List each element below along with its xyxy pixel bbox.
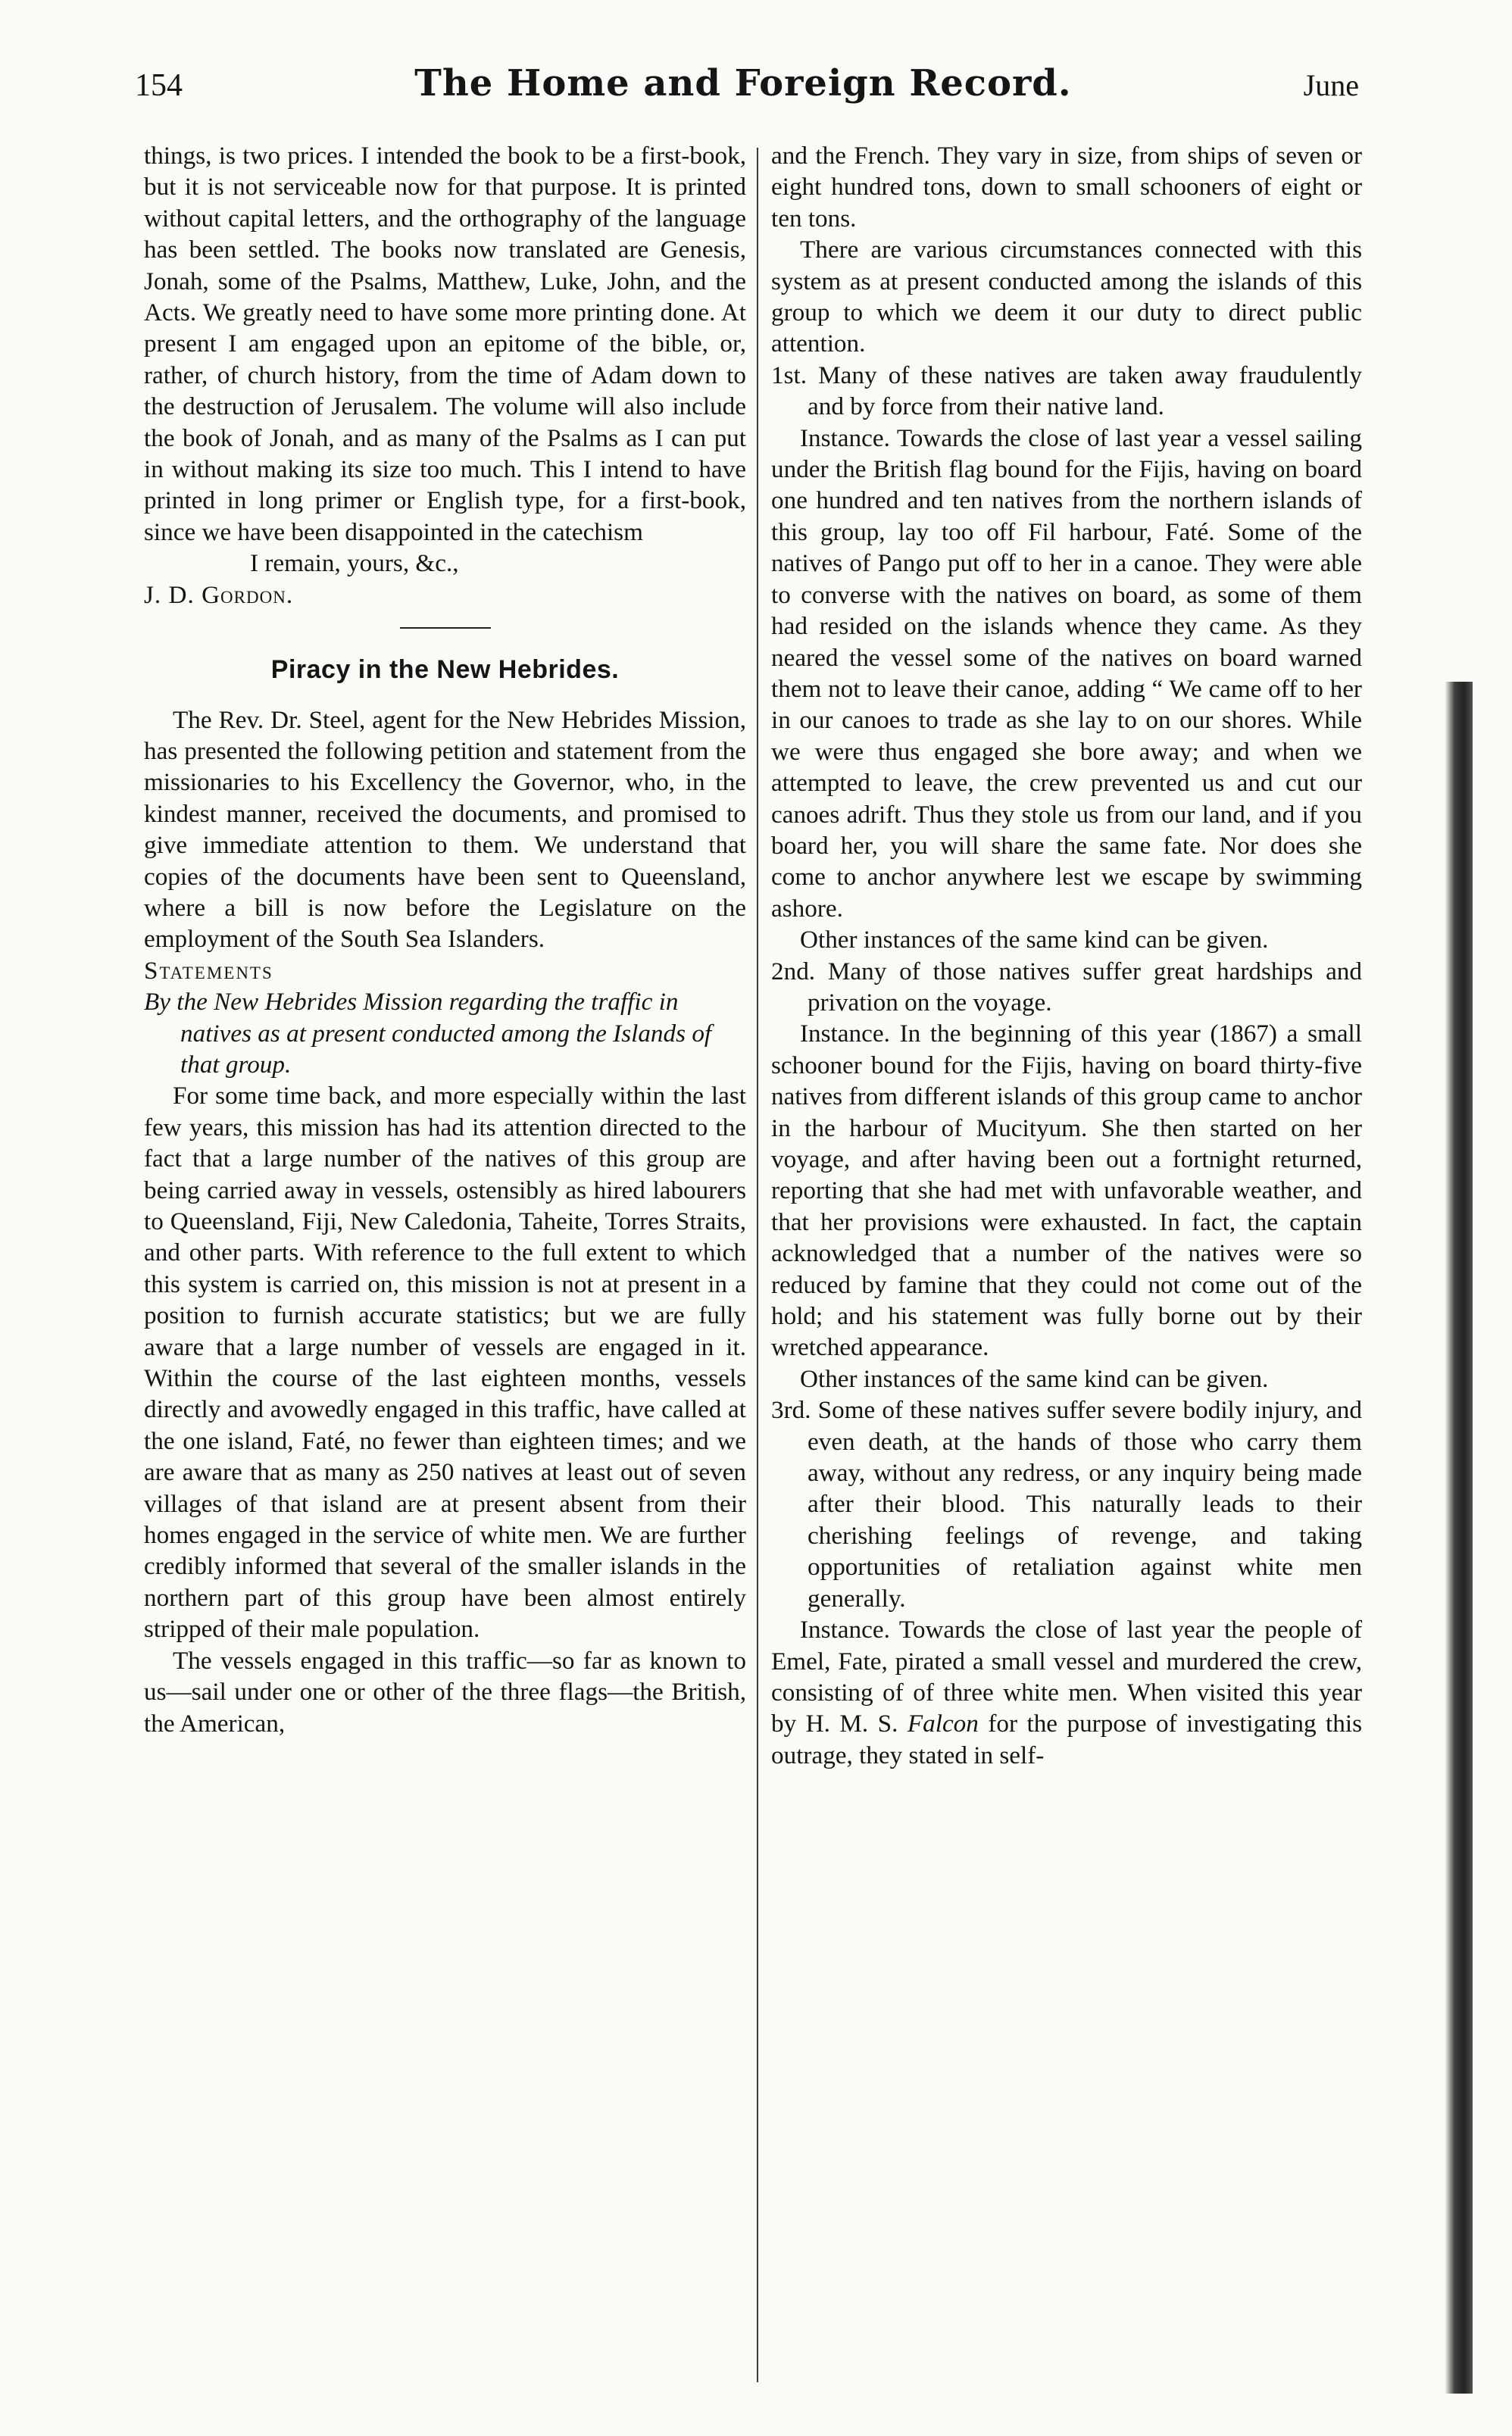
page-number: 154 — [135, 68, 183, 103]
statement-paragraph-1: For some time back, and more especially within the last few years, this mission has had its attention directed to the fact that a large number of the natives of this group are being carried away in vessels, ostensibly as hired labourers to Queensland, Fiji, New Caledonia, Taheite, Torres Straits, and other parts. With reference to the full extent to which this system is carried on, this mission is not at present in a position to furnish accurate statistics; but we are fully aware that a large number of vessels are engaged in it. Within the course of the last eighteen months, vessels directly and avowedly engaged in this traffic, have called at the one island, Faté, no fewer than eighteen times; and we are aware that as many as 250 natives at least out of seven villages of that island are at present absent from their homes engaged in the service of white men. We are further credibly informed that several of the smaller islands in the northern part of this group have been almost entirely stripped of their male population. — [144, 1082, 746, 1644]
issue-month: June — [1303, 68, 1359, 102]
instance-3 — [771, 1614, 1362, 1771]
paragraph-continuation: and the French. They vary in size, from ships of seven or eight hundred tons, down to small schooners of eight or ten tons. — [771, 142, 1362, 233]
other-instances-2: Other instances of the same kind can be given. — [800, 1364, 1269, 1393]
right-column — [771, 140, 1362, 2405]
letter-signature: J. D. Gordon. — [144, 580, 294, 609]
instance-3-text-a: Instance. Towards the close of last year the people of Emel, Fate, pirated a small vessel and murdered the crew, consisting of of three white men. When visited this year by H. M. S. — [771, 1616, 1362, 1738]
left-column — [144, 140, 746, 2405]
page-header — [135, 62, 1359, 123]
item-3: 3rd. Some of these natives suffer severe bodily injury, and even death, at the hands of those who carry them away, without any redress, or any inquiry being made after their blood. This naturally leads to their cherishing feelings of revenge, and taking opportunities of retaliation against white men generally. — [771, 1396, 1362, 1613]
letter-closing: I remain, yours, &c., — [250, 549, 459, 578]
instance-3-text-b: for the purpose of investigating this outrage, they stated in self- — [771, 1710, 1362, 1769]
column-divider — [757, 148, 758, 2382]
instance-1: Instance. Towards the close of last year a vessel sailing under the British flag bound for the Fijis, having on board one hundred and ten natives from the northern islands of this group, lay too off Fil harbour, Faté. Some of the natives of Pango put off to her in a canoe. They were able to converse with the natives on board, as some of them had resided on the islands whence they came. As they neared the vessel some of the natives on board warned them not to leave their canoe, adding “ We came off to her in our canoes to trade as she lay to on our shores. While we were thus engaged she bore away; and when we attempted to leave, the crew prevented us and cut our canoes adrift. Thus they stole us from our land, and if you board her, you will share the same fate. Nor does she come to anchor anywhere lest we escape by swimming ashore. — [771, 423, 1362, 923]
page-edge-shadow — [1445, 682, 1473, 2394]
statement-paragraph-2: The vessels engaged in this traffic—so far as known to us—sail under one or other of the three flags—the British, the American, — [144, 1646, 746, 1738]
ship-name: Falcon — [907, 1710, 979, 1738]
circumstances-paragraph: There are various circumstances connected with this system as at present conducted among the islands of this group to which we deem it our duty to direct public attention. — [771, 236, 1362, 358]
letter-continuation: things, is two prices. I intended the book to be a first-book, but it is not serviceable now for that purpose. It is printed without capital letters, and the orthography of the language has been settled. The books now translated are Genesis, Jonah, some of the Psalms, Matthew, Luke, John, and the Acts. We greatly need to have some more printing done. At present I am engaged upon an epitome of the bible, or, rather, of church history, from the time of Adam down to the destruction of Jerusalem. The volume will also include the book of Jonah, and as many of the Psalms as I can put in without making its size too much. This I intend to have printed in long primer or English type, for a first-book, since we have been disappointed in the catechism — [144, 142, 746, 546]
statements-heading: Statements — [144, 956, 273, 985]
item-2: 2nd. Many of those natives suffer great hardships and privation on the voyage. — [771, 957, 1362, 1017]
instance-2: Instance. In the beginning of this year (1867) a small schooner bound for the Fijis, having on board thirty-five natives from different islands of this group came to anchor in the harbour of Mucityum. She then started on her voyage, and after having been out a fortnight returned, reporting that she had met with unfavorable weather, and that her provisions were exhausted. In fact, the captain acknowledged that a number of the natives were so reduced by famine that they could not come out of the hold; and his statement was fully borne out by their wretched appearance. — [771, 1020, 1362, 1362]
journal-title: The Home and Foreign Record. — [414, 62, 1072, 105]
item-1: 1st. Many of these natives are taken away fraudulently and by force from their native land. — [771, 361, 1362, 421]
article-intro: The Rev. Dr. Steel, agent for the New Hebrides Mission, has presented the following petition and statement from the missionaries to his Excellency the Governor, who, in the kindest manner, received the documents, and promised to give immediate attention to them. We understand that copies of the documents have been sent to Queensland, where a bill is now before the Legislature on the employment of the South Sea Islanders. — [144, 705, 746, 954]
statements-subheading: By the New Hebrides Mission regarding the traffic in natives as at present conducted among the Islands of that group. — [144, 988, 712, 1079]
section-rule — [400, 627, 491, 629]
article-title: Piracy in the New Hebrides. — [270, 655, 620, 685]
other-instances-1: Other instances of the same kind can be given. — [800, 926, 1269, 954]
